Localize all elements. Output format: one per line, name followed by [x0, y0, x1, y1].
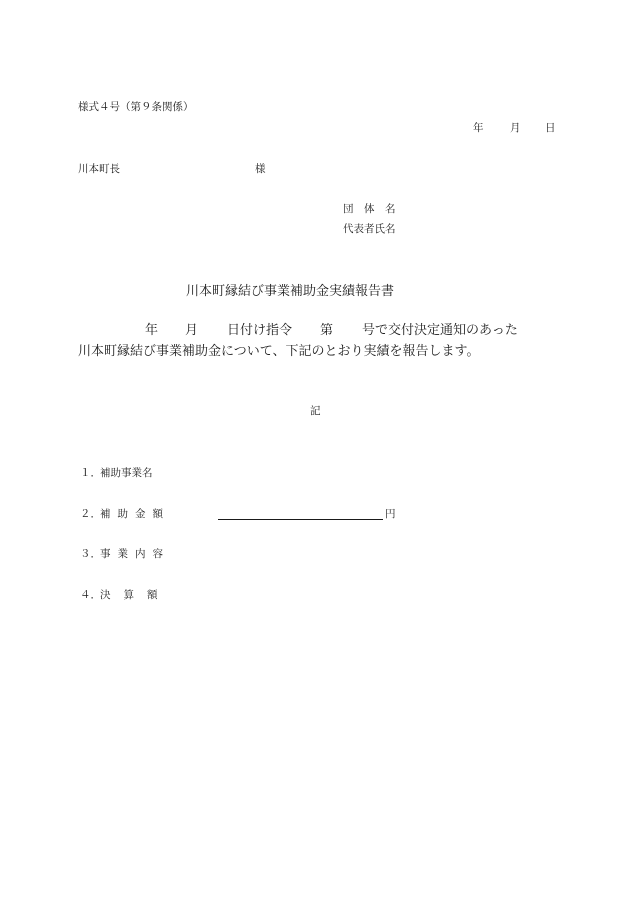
date-year-label: 年 — [473, 122, 484, 134]
item-number: ２． — [80, 508, 101, 520]
item-label: 事業内容 — [100, 548, 170, 560]
ki-heading: 記 — [310, 405, 321, 417]
body-line1-rest: 号で交付決定通知のあった — [362, 323, 518, 338]
addressee-name: 川本町長 — [78, 163, 120, 175]
date-month-label: 月 — [510, 122, 521, 134]
date-day-label: 日 — [545, 122, 556, 134]
form-number-label: 様式４号（第９条関係） — [78, 101, 194, 113]
body-dai: 第 — [320, 323, 334, 338]
organization-name-label: 団 体 名 — [343, 203, 396, 215]
body-day-directive: 日付け指令 — [227, 323, 293, 338]
item-number: ４． — [80, 589, 101, 601]
body-line2: 川本町縁結び事業補助金について、下記のとおり実績を報告します。 — [78, 344, 480, 359]
item-number: ３． — [80, 548, 101, 560]
addressee-honorific: 様 — [255, 163, 266, 175]
amount-blank-line — [218, 507, 383, 520]
body-year: 年 — [145, 323, 159, 338]
item-number: １． — [80, 467, 101, 479]
document-title: 川本町縁結び事業補助金実績報告書 — [186, 284, 395, 299]
item-label: 補助金額 — [100, 508, 170, 520]
amount-yen-suffix: 円 — [385, 508, 396, 520]
item-label: 決算額 — [100, 589, 171, 601]
representative-name-label: 代表者氏名 — [343, 223, 396, 235]
body-month: 月 — [185, 323, 199, 338]
item-label: 補助事業名 — [100, 467, 153, 479]
